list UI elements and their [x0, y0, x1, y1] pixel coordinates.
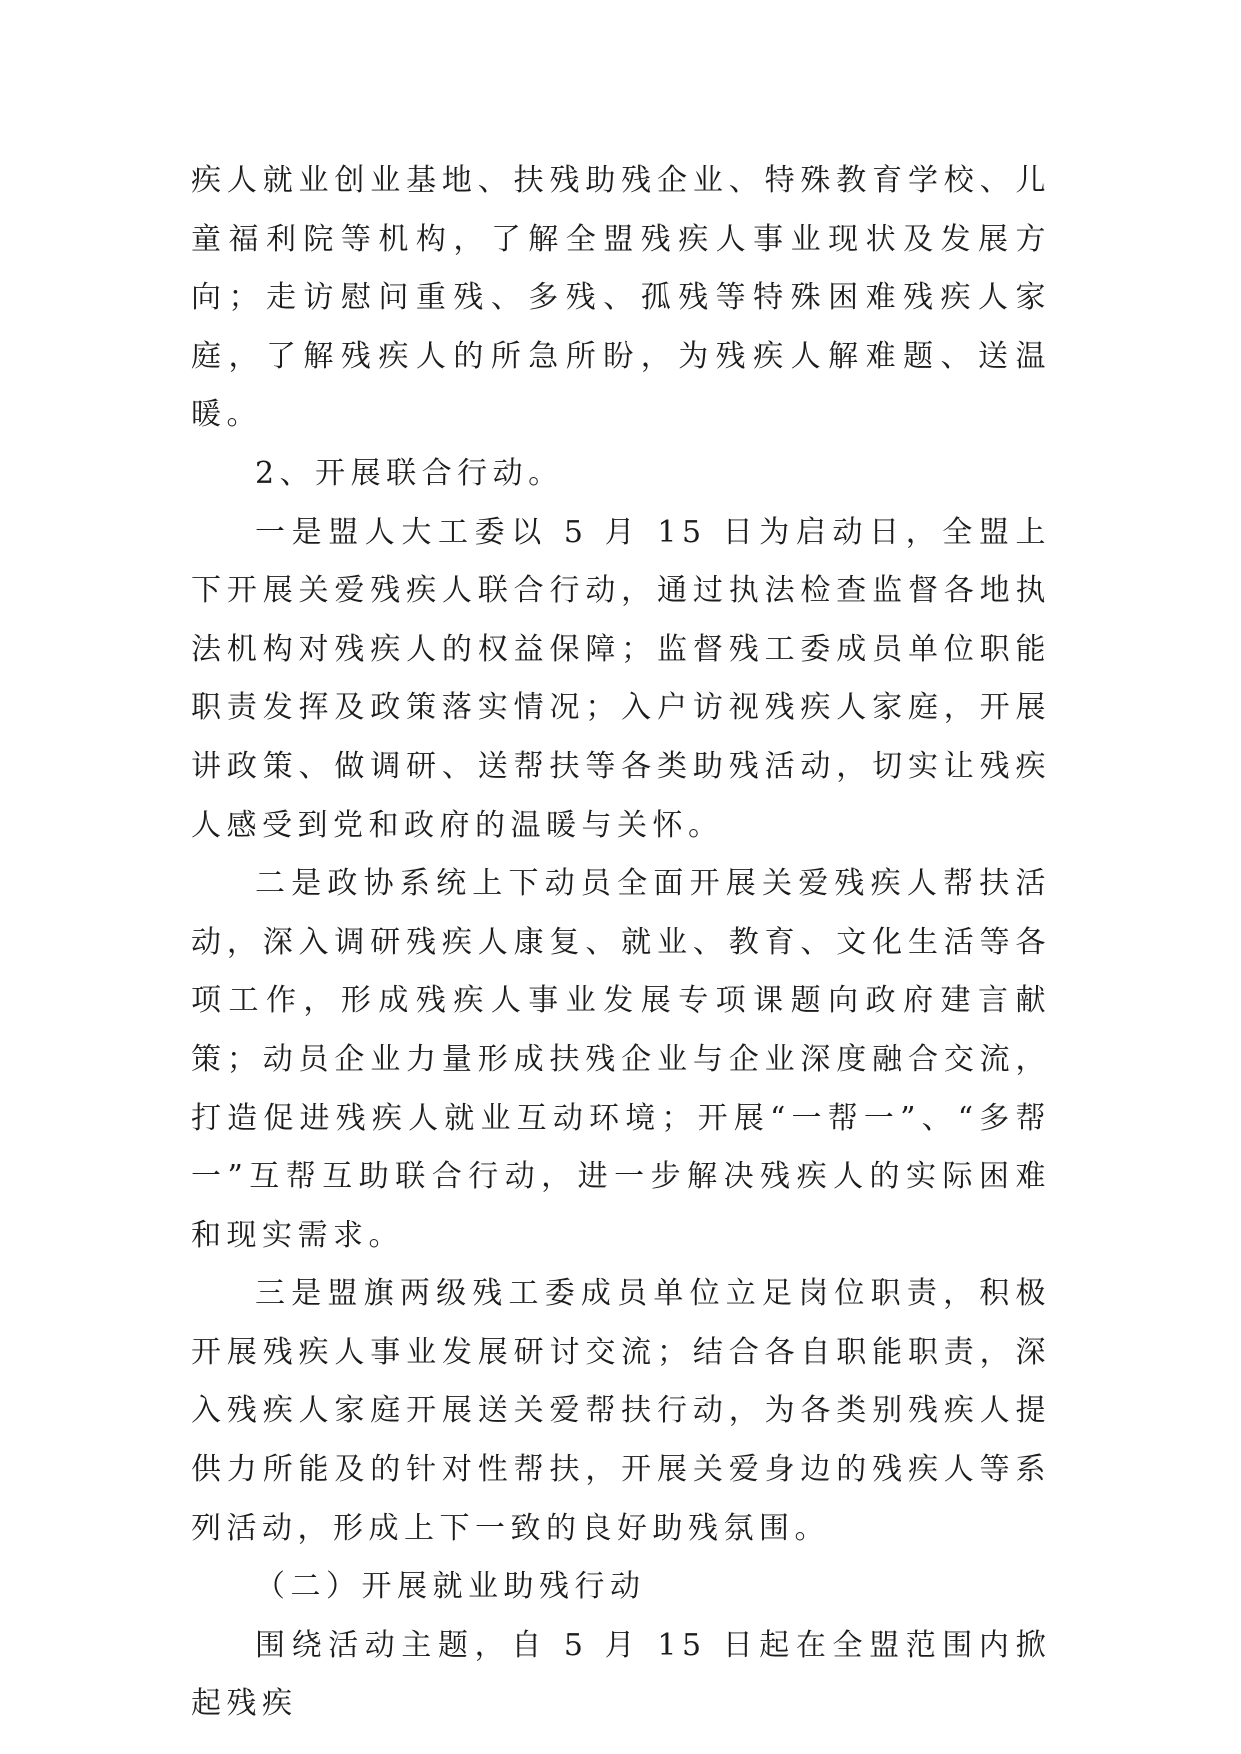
- paragraph-continuation: 疾人就业创业基地、扶残助残企业、特殊教育学校、儿童福利院等机构，了解全盟残疾人事业现状及发展方向；走访慰问重残、多残、孤残等特殊困难残疾人家庭，了解残疾人的所急所盼，为残疾人解难题、送温暖。: [191, 163, 1051, 433]
- section-heading-employment-action: （二）开展就业助残行动: [255, 1569, 646, 1605]
- section-heading-joint-action: 2、开展联合行动。: [255, 455, 564, 491]
- paragraph-cppcc-action: 二是政协系统上下动员全面开展关爱残疾人帮扶活动，深入调研残疾人康复、就业、教育、文化生活等各项工作，形成残疾人事业发展专项课题向政府建言献策；动员企业力量形成扶残企业与企业深度融合交流，打造促进残疾人就业互动环境；开展“一帮一”、“多帮一”互帮互助联合行动，进一步解决残疾人的实际困难和现实需求。: [191, 866, 1051, 1253]
- document-body: [191, 152, 1051, 1734]
- paragraph-npc-action: 一是盟人大工委以 5 月 15 日为启动日，全盟上下开展关爱残疾人联合行动，通过执法检查监督各地执法机构对残疾人的权益保障；监督残工委成员单位职能职责发挥及政策落实情况；入户访视残疾人家庭，开展讲政策、做调研、送帮扶等各类助残活动，切实让残疾人感受到党和政府的温暖与关怀。: [191, 514, 1051, 843]
- paragraph-employment-intro: 围绕活动主题，自 5 月 15 日起在全盟范围内掀起残疾: [191, 1627, 1051, 1722]
- paragraph-committee-action: 三是盟旗两级残工委成员单位立足岗位职责，积极开展残疾人事业发展研讨交流；结合各自职能职责，深入残疾人家庭开展送关爱帮扶行动，为各类别残疾人提供力所能及的针对性帮扶，开展关爱身边的残疾人等系列活动，形成上下一致的良好助残氛围。: [191, 1276, 1051, 1546]
